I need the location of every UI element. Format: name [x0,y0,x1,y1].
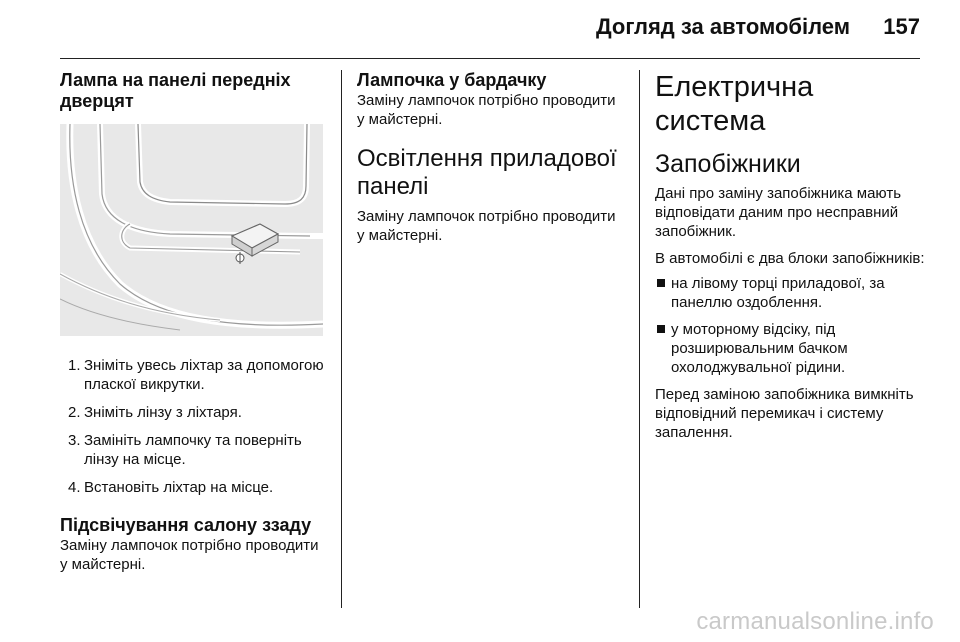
step-item [60,403,326,422]
step-item [60,478,326,497]
list-item-text: на лівому торці приладової, за панеллю оздоблення. [671,275,885,311]
door-panel-drawing [60,124,323,336]
instrument-panel-lighting-text: Заміну лампочок потрібно проводити у майстерні. [357,208,616,244]
column-divider-right [639,70,640,608]
door-lamp-illustration [60,124,323,336]
page-number: 157 [883,14,920,39]
column-2 [357,70,625,245]
instrument-panel-lighting-heading: Освітлення приладової панелі [357,145,617,200]
bullet-square-icon [657,279,665,287]
column-3 [655,70,930,442]
header-rule [60,58,920,59]
step-number: 2. [68,404,81,421]
step-number: 3. [68,432,81,449]
bullet-square-icon [657,325,665,333]
fuses-para-1: Дані про заміну запобіжника мають відповідати даним про несправний запобіжник. [655,185,902,240]
list-item [655,274,930,312]
glovebox-lamp-text: Заміну лампочок потрібно проводити у майстерні. [357,92,616,128]
fuses-heading: Запобіжники [655,150,801,178]
rear-interior-light-heading: Підсвічування салону ззаду [60,515,312,535]
step-text: Зніміть увесь ліхтар за допомогою пласкої викрутки. [84,357,324,393]
step-item [60,356,326,394]
page-header-title: Догляд за автомобілем [595,14,850,39]
step-text: Зніміть лінзу з ліхтаря. [84,404,242,421]
step-number: 4. [68,479,81,496]
rear-interior-light-text: Заміну лампочок потрібно проводити у майстерні. [60,537,319,573]
fuses-para-3: Перед заміною запобіжника вимкніть відповідний перемикач і систему запалення. [655,386,914,441]
list-item-text: у моторному відсіку, під розширювальним бачком охолоджувальної рідини. [671,321,848,376]
step-text: Встановіть ліхтар на місце. [84,479,274,496]
list-item [655,320,930,377]
watermark: carmanualsonline.info [696,608,934,635]
electrical-system-title: Електрична система [655,71,814,137]
fuse-box-list [655,274,930,377]
step-number: 1. [68,357,81,374]
door-lamp-steps [60,356,326,497]
column-1 [60,70,326,574]
step-item [60,431,326,469]
fuses-para-2: В автомобілі є два блоки запобіжників: [655,250,925,267]
column-divider-left [341,70,342,608]
step-text: Замініть лампочку та поверніть лінзу на місце. [84,432,302,468]
door-lamp-heading: Лампа на панелі передніх дверцят [60,70,291,111]
glovebox-lamp-heading: Лампочка у бардачку [357,70,547,90]
